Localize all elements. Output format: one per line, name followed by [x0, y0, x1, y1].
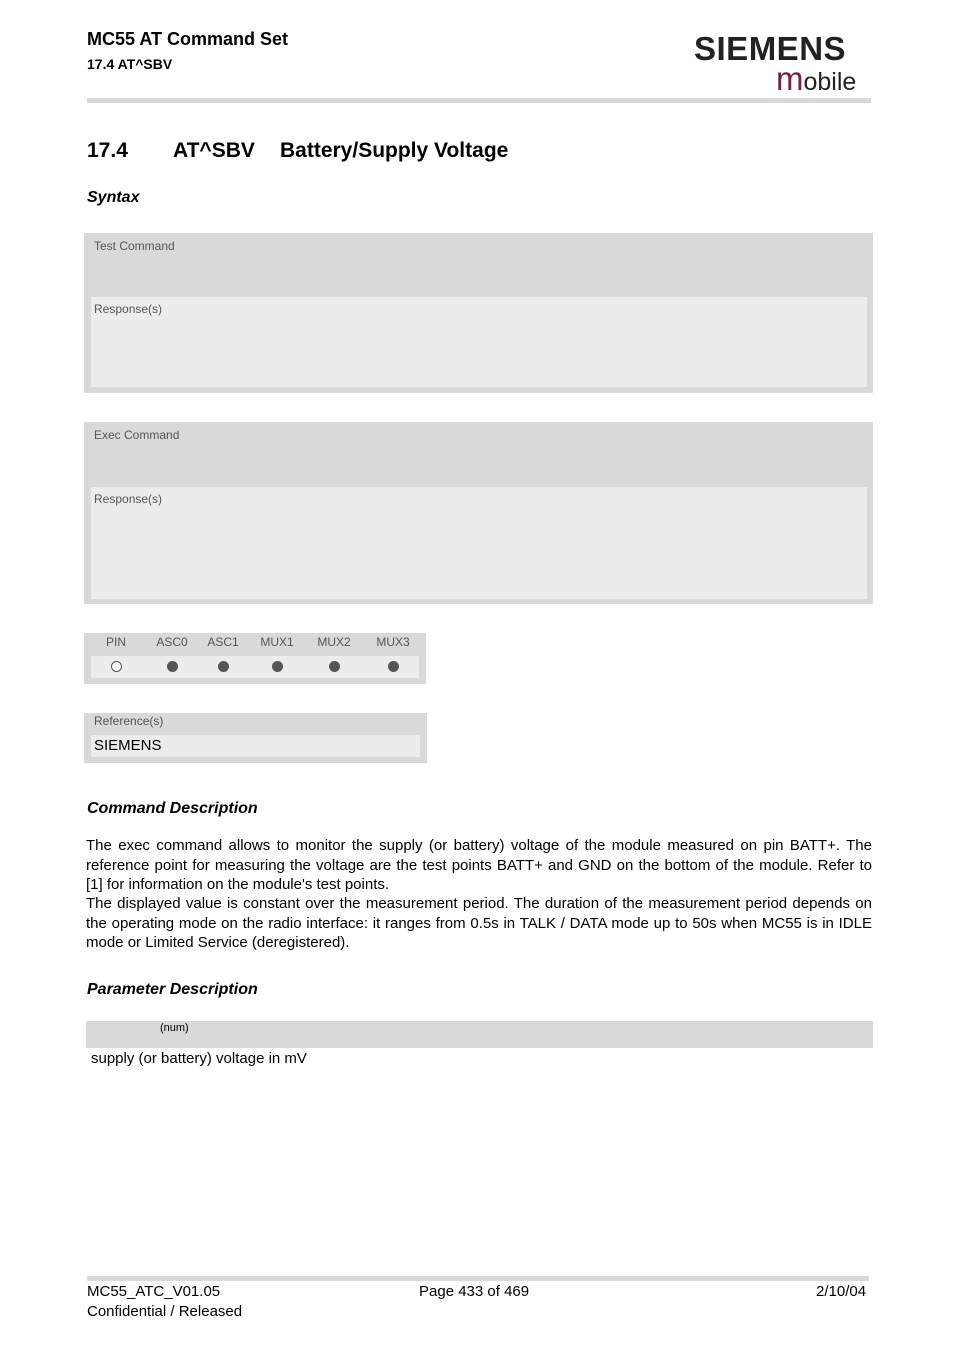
- document-title: MC55 AT Command Set: [87, 29, 289, 49]
- mux1-column-header: MUX1: [260, 635, 294, 649]
- mux2-column-header: MUX2: [317, 635, 351, 649]
- asc0-support-indicator-icon: [167, 661, 178, 672]
- interface-table: [84, 633, 426, 684]
- mux2-support-indicator-icon: [329, 661, 340, 672]
- reference-table: [84, 713, 427, 763]
- mux3-support-indicator-icon: [388, 661, 399, 672]
- footer-divider: [87, 1276, 869, 1281]
- asc1-column-header: ASC1: [207, 635, 239, 649]
- mux3-column-header: MUX3: [376, 635, 410, 649]
- exec-command-block: [84, 422, 873, 604]
- mux1-support-indicator-icon: [272, 661, 283, 672]
- mobile-logo-rest: obile: [803, 68, 857, 96]
- footer-date: 2/10/04: [816, 1283, 867, 1300]
- reference-label: Reference(s): [94, 714, 164, 728]
- footer-page-number: Page 433 of 469: [419, 1283, 530, 1300]
- command-description-heading: Command Description: [87, 800, 258, 817]
- reference-value: SIEMENS: [94, 737, 162, 754]
- parameter-description-text: supply (or battery) voltage in mV: [91, 1050, 307, 1067]
- command-description-paragraph-2: The displayed value is constant over the measurement period. The duration of the measurement period depends on the operating mode on the radio interface: it ranges from 0.5s in TALK / DATA mode up to 50s when MC55 is in IDLE mode or Limited Service (deregistered).: [86, 895, 872, 951]
- header-divider: [87, 98, 871, 103]
- section-command: AT^SBV: [173, 139, 255, 162]
- footer-status: Confidential / Released: [87, 1303, 243, 1320]
- footer-doc-id: MC55_ATC_V01.05: [87, 1283, 221, 1300]
- test-command-block: [84, 233, 873, 393]
- exec-command-label: Exec Command: [94, 428, 180, 442]
- syntax-heading: Syntax: [87, 189, 140, 206]
- section-heading: [87, 139, 508, 163]
- test-response-box: [91, 297, 867, 387]
- parameter-type: (num): [160, 1022, 189, 1034]
- reference-value-box: [91, 735, 420, 757]
- interface-support-row: [91, 656, 419, 678]
- document-section-label: 17.4 AT^SBV: [87, 56, 173, 72]
- test-response-label: Response(s): [94, 302, 163, 316]
- asc0-column-header: ASC0: [156, 635, 188, 649]
- asc1-support-indicator-icon: [218, 661, 229, 672]
- mobile-logo: [776, 62, 856, 95]
- section-title: Battery/Supply Voltage: [280, 139, 509, 162]
- pin-support-indicator-icon: [111, 661, 122, 672]
- pin-column-header: PIN: [105, 635, 126, 649]
- mobile-logo-initial: m: [776, 60, 804, 97]
- parameter-header-bar: [86, 1021, 873, 1048]
- exec-response-label: Response(s): [94, 492, 163, 506]
- section-number: 17.4: [87, 139, 128, 162]
- parameter-description-heading: Parameter Description: [87, 981, 258, 998]
- command-description-paragraph-1: The exec command allows to monitor the supply (or battery) voltage of the module measured on pin BATT+. The reference point for measuring the voltage are the test points BATT+ and GND on the bottom of the module. Refer to [1] for information on the module's test points.: [86, 837, 872, 893]
- test-command-label: Test Command: [94, 239, 175, 253]
- exec-response-box: [91, 487, 867, 599]
- siemens-logo: SIEMENS: [694, 30, 847, 67]
